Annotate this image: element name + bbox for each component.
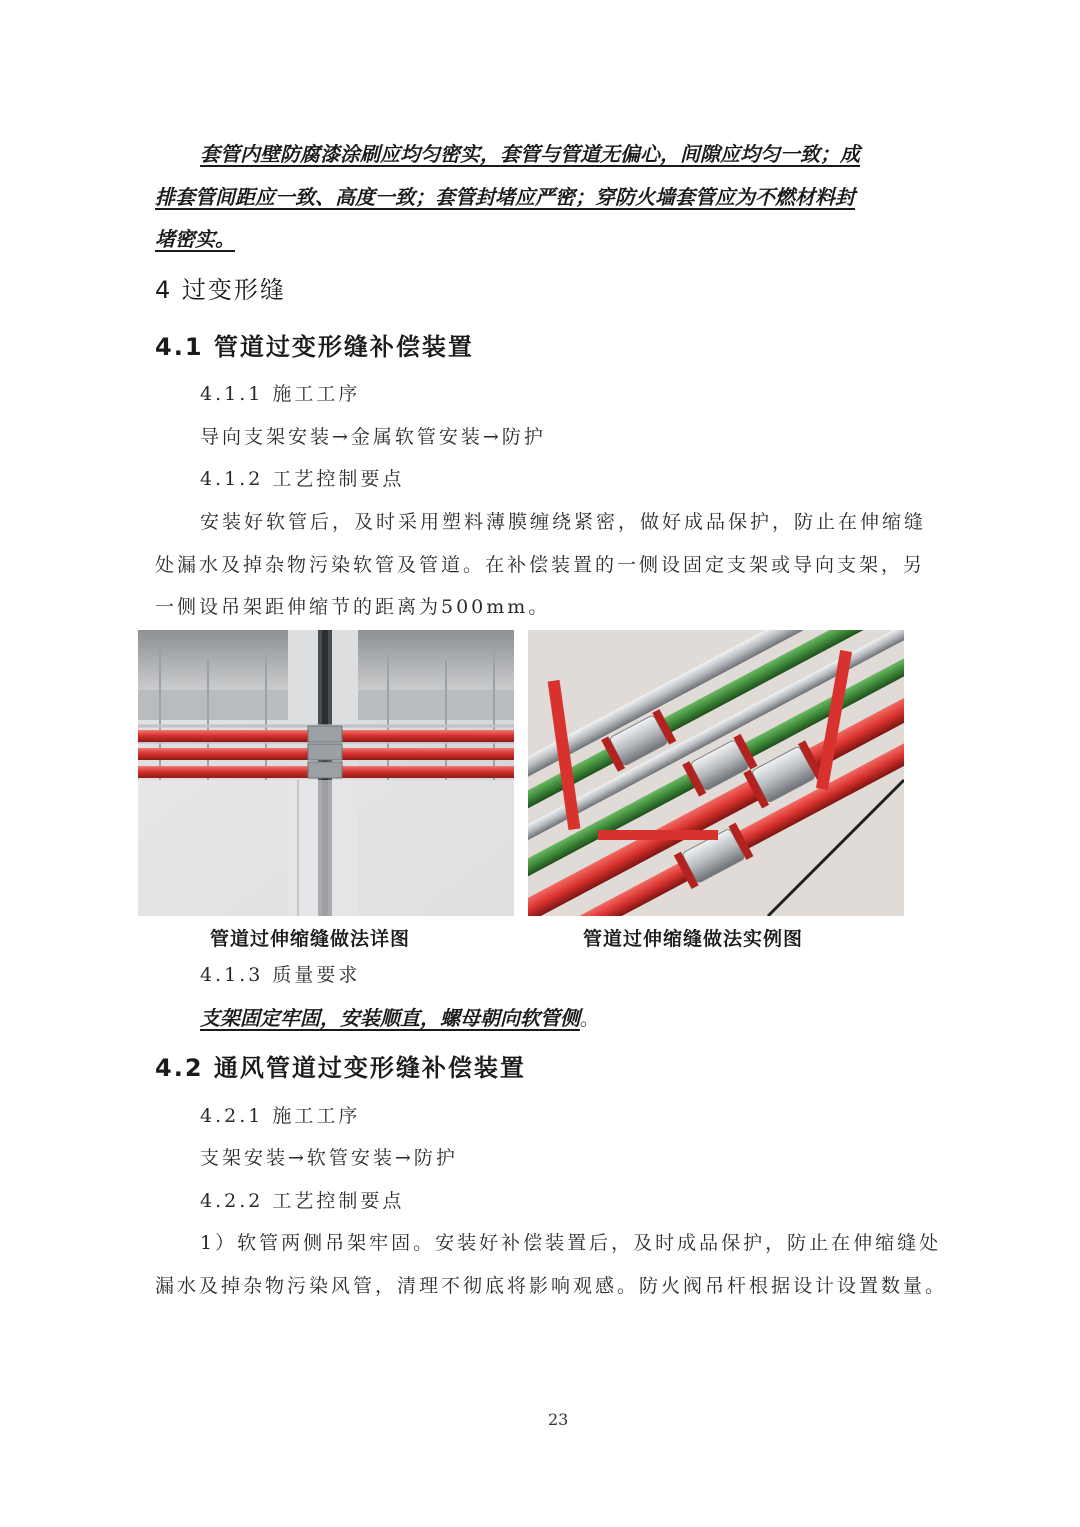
caption-example-photo: 管道过伸缩缝做法实例图 [583, 928, 804, 950]
quality-requirement [200, 1002, 599, 1031]
paragraph-4-1-2-line-2: 处漏水及掉杂物污染软管及管道。在补偿装置的一侧设固定支架或导向支架，另 [155, 554, 926, 576]
intro-line-1: 套管内壁防腐漆涂刷应均匀密实，套管与管道无偏心，间隙应均匀一致；成 [200, 142, 860, 166]
section-4-2-heading: 4.2 通风管道过变形缝补偿装置 [155, 1054, 526, 1082]
quality-requirement-period: 。 [580, 1008, 600, 1030]
subsection-4-2-1: 4.2.1 施工工序 [200, 1105, 361, 1127]
process-4-1-1: 导向支架安装→金属软管安装→防护 [200, 426, 546, 448]
quality-requirement-text: 支架固定牢固，安装顺直，螺母朝向软管侧 [200, 1006, 580, 1030]
intro-line-2: 排套管间距应一致、高度一致；套管封堵应严密；穿防火墙套管应为不燃材料封 [155, 185, 855, 209]
paragraph-4-1-2-line-1: 安装好软管后，及时采用塑料薄膜缠绕紧密，做好成品保护，防止在伸缩缝 [200, 511, 927, 533]
subsection-4-1-2: 4.1.2 工艺控制要点 [200, 468, 405, 490]
expansion-joint-example-photo [528, 630, 904, 916]
section-4-1-heading: 4.1 管道过变形缝补偿装置 [155, 333, 474, 361]
paragraph-4-1-2-line-3: 一侧设吊架距伸缩节的距离为500mm。 [155, 596, 551, 618]
paragraph-4-2-2-line-1: 1）软管两侧吊架牢固。安装好补偿装置后，及时成品保护，防止在伸缩缝处 [200, 1232, 942, 1254]
subsection-4-2-2: 4.2.2 工艺控制要点 [200, 1190, 405, 1212]
caption-detail-image: 管道过伸缩缝做法详图 [210, 928, 411, 950]
paragraph-4-2-2-line-2: 漏水及掉杂物污染风管，清理不彻底将影响观感。防火阀吊杆根据设计设置数量。 [155, 1275, 948, 1297]
subsection-4-1-1: 4.1.1 施工工序 [200, 383, 361, 405]
process-4-2-1: 支架安装→软管安装→防护 [200, 1147, 458, 1169]
page-number: 23 [548, 1410, 569, 1429]
section-4-heading: 4 过变形缝 [155, 276, 286, 304]
expansion-joint-detail-image [138, 630, 514, 916]
subsection-4-1-3: 4.1.3 质量要求 [200, 964, 361, 986]
intro-line-3: 堵密实。 [155, 227, 235, 251]
